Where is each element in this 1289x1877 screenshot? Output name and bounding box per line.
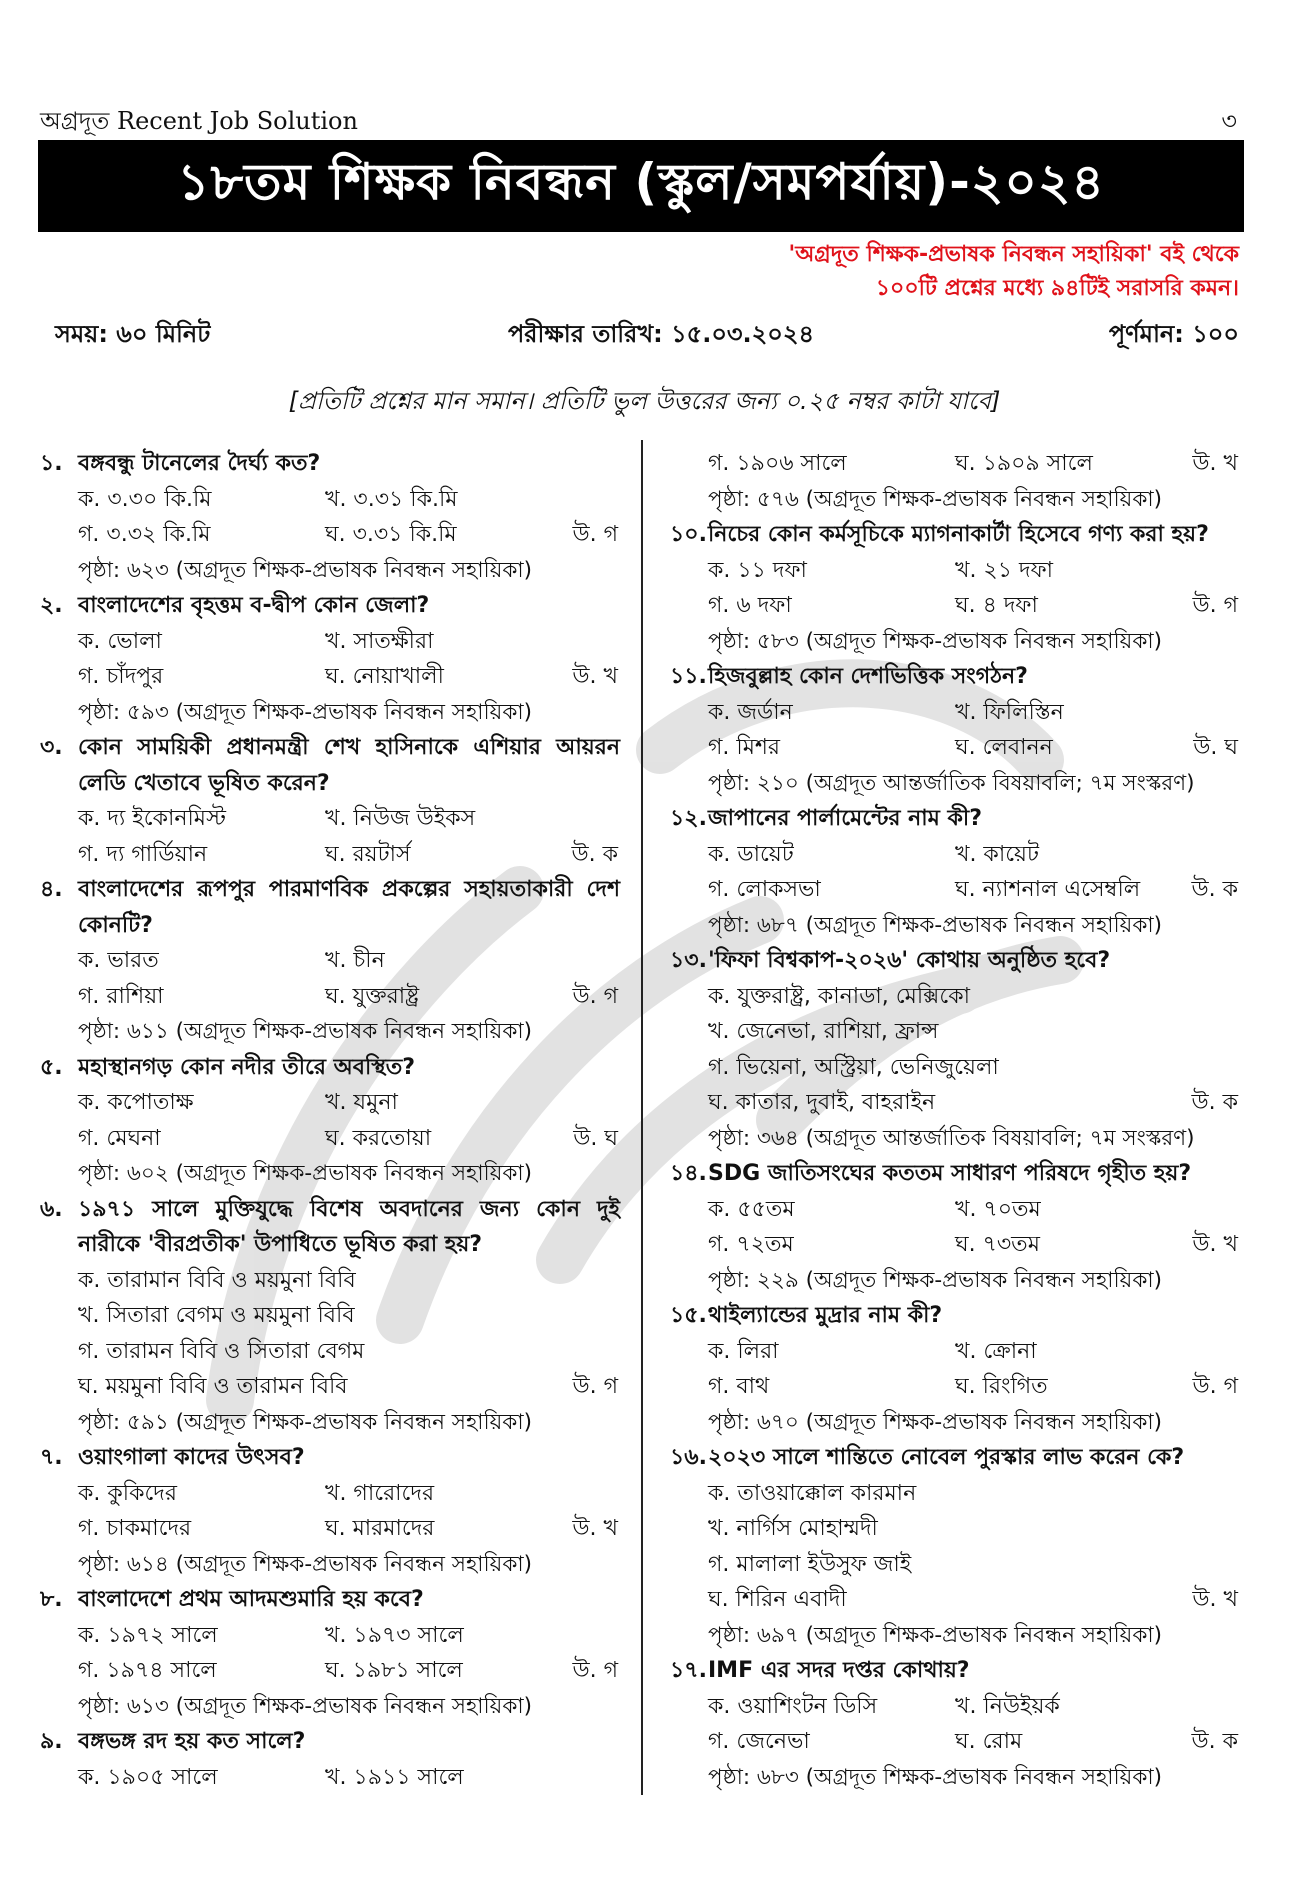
answer: উ. ক [1191, 1090, 1238, 1115]
option-ga: গ. ৭২তম [708, 1232, 794, 1257]
reference: পৃষ্ঠা: ২১০ (অগ্রদূত আন্তর্জাতিক বিষয়াবলি; ৭ম সংস্করণ) [708, 770, 1195, 796]
right-column [670, 446, 1240, 1795]
option-ga: গ. তারামন বিবি ও সিতারা বেগম [78, 1338, 365, 1364]
option-gha: ঘ. ১৯৮১ সালে [325, 1658, 463, 1683]
question-13 [670, 943, 1240, 1156]
question-6 [40, 1192, 620, 1441]
question-number: ১. [40, 451, 63, 476]
question-text: বঙ্গবন্ধু টানেলের দৈর্ঘ্য কত? [78, 451, 321, 476]
option-gha: ঘ. মারমাদের [325, 1516, 435, 1541]
question-9 [40, 1724, 620, 1795]
question-number: ৮. [40, 1587, 63, 1612]
option-gha: ঘ. ন্যাশনাল এসেম্বলি [955, 877, 1141, 902]
question-number: ১৫. [670, 1303, 707, 1328]
question-number: ১৩. [670, 948, 707, 973]
question-text: হিজবুল্লাহ কোন দেশভিত্তিক সংগঠন? [708, 664, 1028, 689]
full-marks: পূর্ণমান: ১০০ [1108, 320, 1239, 348]
question-text: ২০২৩ সালে শান্তিতে নোবেল পুরস্কার লাভ করেন কে? [708, 1445, 1185, 1470]
reference: পৃষ্ঠা: ৬০২ (অগ্রদূত শিক্ষক-প্রভাষক নিবন্ধন সহায়িকা) [78, 1161, 533, 1186]
option-ga: গ. জেনেভা [708, 1729, 810, 1754]
question-text: IMF এর সদর দপ্তর কোথায়? [708, 1658, 970, 1683]
question-1 [40, 446, 620, 588]
question-number: ১০. [670, 522, 707, 547]
option-gha: ঘ. কাতার, দুবাই, বাহরাইন [708, 1090, 936, 1115]
reference: পৃষ্ঠা: ২২৯ (অগ্রদূত শিক্ষক-প্রভাষক নিবন্ধন সহায়িকা) [708, 1267, 1163, 1293]
answer: উ. গ [1192, 593, 1238, 618]
column-divider [641, 440, 643, 1795]
option-kha: খ. গারোদের [325, 1480, 435, 1506]
reference: পৃষ্ঠা: ৬৯৭ (অগ্রদূত শিক্ষক-প্রভাষক নিবন্ধন সহায়িকা) [708, 1622, 1163, 1648]
question-14 [670, 1156, 1240, 1298]
option-gha: ঘ. শিরিন এবাদী [708, 1587, 847, 1612]
question-number: ৯. [40, 1729, 63, 1754]
answer: উ. ঘ [1193, 735, 1238, 760]
question-text: কোন সাময়িকী প্রধানমন্ত্রী শেখ হাসিনাকে এশিয়ার আয়রন লেডি খেতাবে ভূষিত করেন? [78, 735, 620, 796]
left-column [40, 446, 620, 1795]
option-ka: ক. ভারত [78, 948, 159, 973]
reference: পৃষ্ঠা: ৫৯৩ (অগ্রদূত শিক্ষক-প্রভাষক নিবন্ধন সহায়িকা) [78, 699, 532, 725]
question-text: বাংলাদেশের বৃহত্তম ব-দ্বীপ কোন জেলা? [78, 593, 430, 618]
option-ka: ক. তারামান বিবি ও ময়মুনা বিবি [78, 1267, 356, 1293]
question-number: ২. [40, 593, 63, 618]
option-gha: ঘ. করতোয়া [325, 1125, 432, 1151]
reference: পৃষ্ঠা: ৫৮৩ (অগ্রদূত শিক্ষক-প্রভাষক নিবন্ধন সহায়িকা) [708, 628, 1162, 654]
option-kha: খ. জেনেভা, রাশিয়া, ফ্রান্স [708, 1019, 939, 1044]
question-number: ৭. [40, 1445, 63, 1470]
option-ga: গ. লোকসভা [708, 877, 821, 902]
answer: উ. ক [571, 841, 618, 867]
question-number: ১৬. [670, 1445, 707, 1470]
exam-date: পরীক্ষার তারিখ: ১৫.০৩.২০২৪ [508, 320, 815, 348]
reference: পৃষ্ঠা: ৬৭০ (অগ্রদূত শিক্ষক-প্রভাষক নিবন্ধন সহায়িকা) [708, 1409, 1163, 1435]
question-text: থাইল্যান্ডের মুদ্রার নাম কী? [708, 1303, 943, 1328]
option-ga: গ. মিশর [708, 735, 781, 760]
option-kha: খ. সিতারা বেগম ও ময়মুনা বিবি [78, 1303, 355, 1328]
question-number: ১৭. [670, 1658, 707, 1683]
question-text: বঙ্গভঙ্গ রদ হয় কত সালে? [78, 1729, 306, 1754]
option-gha: ঘ. ৩.৩১ কি.মি [325, 522, 457, 547]
question-2 [40, 588, 620, 730]
question-text: মহাস্থানগড় কোন নদীর তীরে অবস্থিত? [78, 1054, 416, 1080]
option-ka: ক. ১৯৭২ সালে [78, 1622, 218, 1648]
question-8 [40, 1582, 620, 1724]
question-number: ৫. [40, 1054, 63, 1080]
question-4 [40, 872, 620, 1050]
question-number: ৪. [40, 877, 63, 902]
option-gha: ঘ. ১৯০৯ সালে [955, 451, 1093, 476]
reference: পৃষ্ঠা: ৬৮৭ (অগ্রদূত শিক্ষক-প্রভাষক নিবন্ধন সহায়িকা) [708, 912, 1163, 938]
reference: পৃষ্ঠা: ৬১১ (অগ্রদূত শিক্ষক-প্রভাষক নিবন্ধন সহায়িকা) [78, 1019, 532, 1044]
option-kha: খ. ৩.৩১ কি.মি [325, 486, 458, 512]
question-9-continued [670, 446, 1240, 517]
option-kha: খ. নিউইয়র্ক [955, 1693, 1060, 1719]
option-kha: খ. চীন [325, 948, 385, 973]
exam-title: ১৮তম শিক্ষক নিবন্ধন (স্কুল/সমপর্যায়)-২০২৪ [177, 152, 1105, 211]
option-ga: গ. ১৯৭৪ সালে [78, 1658, 217, 1683]
question-12 [670, 801, 1240, 943]
question-text: SDG জাতিসংঘের কততম সাধারণ পরিষদে গৃহীত হয়? [708, 1161, 1192, 1186]
option-ka: ক. ১৯০৫ সালে [78, 1764, 218, 1790]
option-ka: ক. জর্ডান [708, 699, 793, 725]
reference: পৃষ্ঠা: ৫৯১ (অগ্রদূত শিক্ষক-প্রভাষক নিবন্ধন সহায়িকা) [78, 1409, 532, 1435]
question-16 [670, 1440, 1240, 1653]
exam-time: সময়: ৬০ মিনিট [55, 320, 211, 348]
answer: উ. খ [1192, 1232, 1238, 1257]
answer: উ. ক [1191, 877, 1238, 902]
option-gha: ঘ. ৪ দফা [955, 593, 1038, 618]
exam-title-banner [38, 140, 1244, 232]
reference: পৃষ্ঠা: ৩৬৪ (অগ্রদূত আন্তর্জাতিক বিষয়াবলি; ৭ম সংস্করণ) [708, 1125, 1195, 1151]
option-ka: ক. কপোতাক্ষ [78, 1090, 194, 1115]
answer: উ. গ [572, 1658, 618, 1683]
answer: উ. খ [572, 1516, 618, 1541]
answer: উ. গ [572, 522, 618, 547]
option-ga: গ. মেঘনা [78, 1125, 161, 1151]
option-kha: খ. সাতক্ষীরা [325, 628, 434, 654]
option-ka: ক. লিরা [708, 1338, 779, 1364]
option-ka: ক. ৩.৩০ কি.মি [78, 486, 212, 512]
option-ga: গ. ভিয়েনা, অস্ট্রিয়া, ভেনিজুয়েলা [708, 1054, 999, 1080]
option-ga: গ. বাথ [708, 1374, 770, 1399]
option-ga: গ. দ্য গার্ডিয়ান [78, 841, 208, 867]
option-ka: ক. তাওয়াক্কোল কারমান [708, 1480, 917, 1506]
question-text: নিচের কোন কর্মসূচিকে ম্যাগনাকার্টা হিসেবে গণ্য করা হয়? [708, 522, 1209, 547]
question-7 [40, 1440, 620, 1582]
common-note-line2: ১০০টি প্রশ্নের মধ্যে ৯৪টিই সরাসরি কমন। [875, 276, 1239, 301]
option-gha: ঘ. ৭৩তম [955, 1232, 1040, 1257]
question-text: ওয়াংগালা কাদের উৎসব? [78, 1445, 305, 1470]
marking-instruction: [প্রতিটি প্রশ্নের মান সমান। প্রতিটি ভুল উত্তরের জন্য ০.২৫ নম্বর কাটা যাবে] [288, 387, 1001, 415]
option-kha: খ. ৭০তম [955, 1196, 1041, 1222]
option-ka: ক. কুকিদের [78, 1480, 177, 1506]
option-kha: খ. ১৯৭৩ সালে [325, 1622, 464, 1648]
option-ga: গ. চাঁদপুর [78, 664, 164, 689]
option-gha: ঘ. লেবানন [955, 735, 1053, 760]
option-ka: ক. ১১ দফা [708, 557, 807, 583]
option-kha: খ. ১৯১১ সালে [325, 1764, 464, 1790]
option-gha: ঘ. রয়টার্স [325, 841, 411, 867]
question-5 [40, 1050, 620, 1192]
option-kha: খ. ২১ দফা [955, 557, 1054, 583]
question-text: 'ফিফা বিশ্বকাপ-২০২৬' কোথায় অনুষ্ঠিত হবে? [708, 948, 1111, 973]
option-gha: ঘ. রিংগিত [955, 1374, 1048, 1399]
option-kha: খ. কায়েট [955, 841, 1039, 867]
option-kha: খ. নার্গিস মোহাম্মদী [708, 1516, 878, 1541]
answer: উ. খ [1192, 451, 1238, 476]
question-10 [670, 517, 1240, 659]
reference: পৃষ্ঠা: ৬১৩ (অগ্রদূত শিক্ষক-প্রভাষক নিবন্ধন সহায়িকা) [78, 1693, 533, 1719]
running-title: অগ্রদূত Recent Job Solution [40, 107, 358, 135]
answer: উ. গ [1192, 1374, 1238, 1399]
option-ga: গ. ৩.৩২ কি.মি [78, 522, 211, 547]
option-kha: খ. ফিলিস্তিন [955, 699, 1064, 725]
option-kha: খ. নিউজ উইকস [325, 806, 476, 831]
option-ka: ক. ৫৫তম [708, 1196, 795, 1222]
option-kha: খ. ক্রোনা [955, 1338, 1037, 1364]
question-3 [40, 730, 620, 872]
question-number: ৩. [40, 735, 63, 760]
answer: উ. খ [572, 664, 618, 689]
common-note-line1: 'অগ্রদূত শিক্ষক-প্রভাষক নিবন্ধন সহায়িকা' বই থেকে [788, 242, 1239, 267]
question-text: বাংলাদেশের রূপপুর পারমাণবিক প্রকল্পের সহায়তাকারী দেশ কোনটি? [78, 877, 620, 938]
answer: উ. খ [1192, 1587, 1238, 1612]
option-ga: গ. রাশিয়া [78, 983, 164, 1009]
reference: পৃষ্ঠা: ৬২৩ (অগ্রদূত শিক্ষক-প্রভাষক নিবন্ধন সহায়িকা) [78, 557, 533, 583]
option-gha: ঘ. যুক্তরাষ্ট্র [325, 983, 420, 1009]
page-number: ৩ [1221, 107, 1237, 135]
option-gha: ঘ. নোয়াখালী [325, 664, 444, 689]
option-gha: ঘ. রোম [955, 1729, 1023, 1754]
option-ka: ক. ডায়েট [708, 841, 794, 867]
option-ka: ক. যুক্তরাষ্ট্র, কানাডা, মেক্সিকো [708, 983, 970, 1009]
option-gha: ঘ. ময়মুনা বিবি ও তারামন বিবি [78, 1374, 348, 1399]
question-number: ১৪. [670, 1161, 707, 1186]
question-text: বাংলাদেশে প্রথম আদমশুমারি হয় কবে? [78, 1587, 424, 1612]
reference: পৃষ্ঠা: ৫৭৬ (অগ্রদূত শিক্ষক-প্রভাষক নিবন্ধন সহায়িকা) [708, 486, 1163, 512]
question-15 [670, 1298, 1240, 1440]
question-text: জাপানের পার্লামেন্টের নাম কী? [708, 806, 982, 831]
answer: উ. গ [572, 983, 618, 1009]
question-text: ১৯৭১ সালে মুক্তিযুদ্ধে বিশেষ অবদানের জন্য কোন দুই নারীকে 'বীরপ্রতীক' উপাধিতে ভূষিত করা হয়? [78, 1196, 620, 1257]
option-ga: গ. চাকমাদের [78, 1516, 192, 1541]
option-ka: ক. দ্য ইকোনমিস্ট [78, 806, 226, 831]
option-ga: গ. ৬ দফা [708, 593, 792, 618]
option-ga: গ. ১৯০৬ সালে [708, 451, 847, 476]
question-number: ১২. [670, 806, 707, 831]
option-kha: খ. যমুনা [325, 1090, 398, 1115]
option-ka: ক. ভোলা [78, 628, 162, 654]
answer: উ. ক [1191, 1729, 1238, 1754]
question-number: ৬. [40, 1196, 63, 1222]
reference: পৃষ্ঠা: ৬৮৩ (অগ্রদূত শিক্ষক-প্রভাষক নিবন্ধন সহায়িকা) [708, 1764, 1163, 1790]
question-11 [670, 659, 1240, 801]
question-number: ১১. [670, 664, 707, 689]
reference: পৃষ্ঠা: ৬১৪ (অগ্রদূত শিক্ষক-প্রভাষক নিবন্ধন সহায়িকা) [78, 1551, 532, 1577]
question-17 [670, 1653, 1240, 1795]
option-ga: গ. মালালা ইউসুফ জাই [708, 1551, 912, 1577]
answer: উ. গ [572, 1374, 618, 1399]
option-ka: ক. ওয়াশিংটন ডিসি [708, 1693, 878, 1719]
answer: উ. ঘ [573, 1125, 618, 1151]
